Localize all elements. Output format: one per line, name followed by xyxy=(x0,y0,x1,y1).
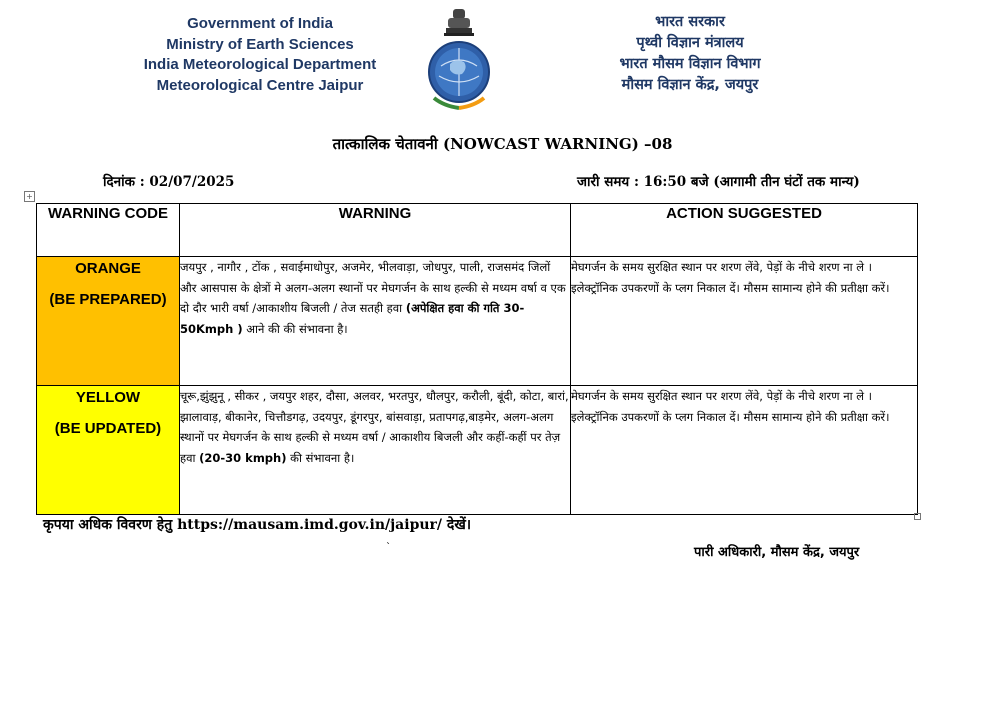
yellow-warning-tail: की संभावना है। xyxy=(286,450,355,465)
yellow-code-cell xyxy=(37,386,180,515)
header-line-government: Government of India xyxy=(187,15,333,32)
header-english xyxy=(110,14,410,96)
lion-capital-icon xyxy=(444,9,474,36)
more-info-line xyxy=(43,515,471,534)
table-resize-handle[interactable] xyxy=(914,513,921,520)
yellow-code: YELLOW xyxy=(75,389,141,406)
yellow-code-sub: (BE UPDATED) xyxy=(54,420,162,437)
header-line-department: India Meteorological Department xyxy=(143,56,377,73)
orange-code: ORANGE xyxy=(75,260,141,277)
table-row-orange xyxy=(37,257,918,386)
yellow-warning-plain: चूरू,झुंझुनू , सीकर , जयपुर शहर, दौसा, अलवर, भरतपुर, धौलपुर, करौली, बूंदी, कोटा, बारां, झालावाड़, बीकानेर, चित्तौडगढ़, उदयपुर, डूंगरपुर, बांसवाड़ा, प्रतापगढ़,बाड़मेर, अलग-अलग स्थानों पर मेघगर्जन के साथ हल्की से मध्यम वर्षा / आकाशीय बिजली और कहीं-कहीं पर तेज़ हवा xyxy=(180,389,569,465)
orange-warning-plain: जयपुर , नागौर , टोंक , सवाईमाधोपुर, अजमेर, भीलवाड़ा, जोधपुर, पाली, राजसमंद जिलों और आसपास के क्षेत्रों मे अलग-अलग स्थानों पर मेघगर्जन के साथ हल्की से मध्यम वर्षा व एक दो दौर भारी वर्षा /आकाशीय बिजली / तेज सतही हवा xyxy=(180,260,566,315)
table-row-yellow xyxy=(37,386,918,515)
header-line-centre-hi: मौसम विज्ञान केंद्र, जयपुर xyxy=(621,77,759,93)
imd-emblem-icon xyxy=(424,6,494,112)
signature: पारी अधिकारी, मौसम केंद्र, जयपुर xyxy=(694,545,860,560)
yellow-action-text: मेघगर्जन के समय सुरक्षित स्थान पर शरण लेंवे, पेड़ों के नीचे शरण ना ले । इलेक्ट्रॉनिक उपकरणों के प्लग निकाल दें। मौसम सामान्य होने की प्रतीक्षा करें। xyxy=(571,386,918,515)
header-line-government-hi: भारत सरकार xyxy=(655,14,725,30)
orange-warning-tail: आने की की संभावना है। xyxy=(242,321,348,336)
header-line-ministry-hi: पृथ्वी विज्ञान मंत्रालय xyxy=(636,35,744,51)
more-info-link[interactable]: https://mausam.imd.gov.in/jaipur/ xyxy=(177,517,443,533)
table-move-handle[interactable]: + xyxy=(24,191,35,202)
header-warning-code: WARNING CODE xyxy=(37,204,180,257)
orange-warning-bold: (अपेक्षित हवा की गति 30-50Kmph ) xyxy=(180,301,525,336)
orange-action-text: मेघगर्जन के समय सुरक्षित स्थान पर शरण लेंवे, पेड़ों के नीचे शरण ना ले । इलेक्ट्रॉनिक उपकरणों के प्लग निकाल दें। मौसम सामान्य होने की प्रतीक्षा करें। xyxy=(571,257,918,386)
header-warning: WARNING xyxy=(180,204,571,257)
yellow-warning-bold: (20-30 kmph) xyxy=(199,450,287,465)
orange-code-sub: (BE PREPARED) xyxy=(49,291,167,308)
header-line-ministry: Ministry of Earth Sciences xyxy=(166,35,354,53)
header-hindi xyxy=(575,12,805,96)
issue-date: दिनांक : 02/07/2025 xyxy=(103,174,235,190)
page-title: तात्कालिक चेतावनी (NOWCAST WARNING) –08 xyxy=(332,135,673,153)
header-line-department-hi: भारत मौसम विज्ञान विभाग xyxy=(619,56,761,72)
more-info-prefix: कृपया अधिक विवरण हेतु xyxy=(43,517,178,533)
warning-table xyxy=(36,203,918,515)
orange-code-cell xyxy=(37,257,180,386)
issue-time: जारी समय : 16:50 बजे (आगामी तीन घंटों तक मान्य) xyxy=(577,174,860,190)
yellow-warning-text xyxy=(180,386,571,515)
header-action: ACTION SUGGESTED xyxy=(571,204,918,257)
orange-warning-text xyxy=(180,257,571,386)
stray-mark: ` xyxy=(386,542,391,553)
table-header-row xyxy=(37,204,918,257)
more-info-suffix: देखें। xyxy=(442,517,472,533)
header-line-centre: Meteorological Centre Jaipur xyxy=(156,76,364,94)
